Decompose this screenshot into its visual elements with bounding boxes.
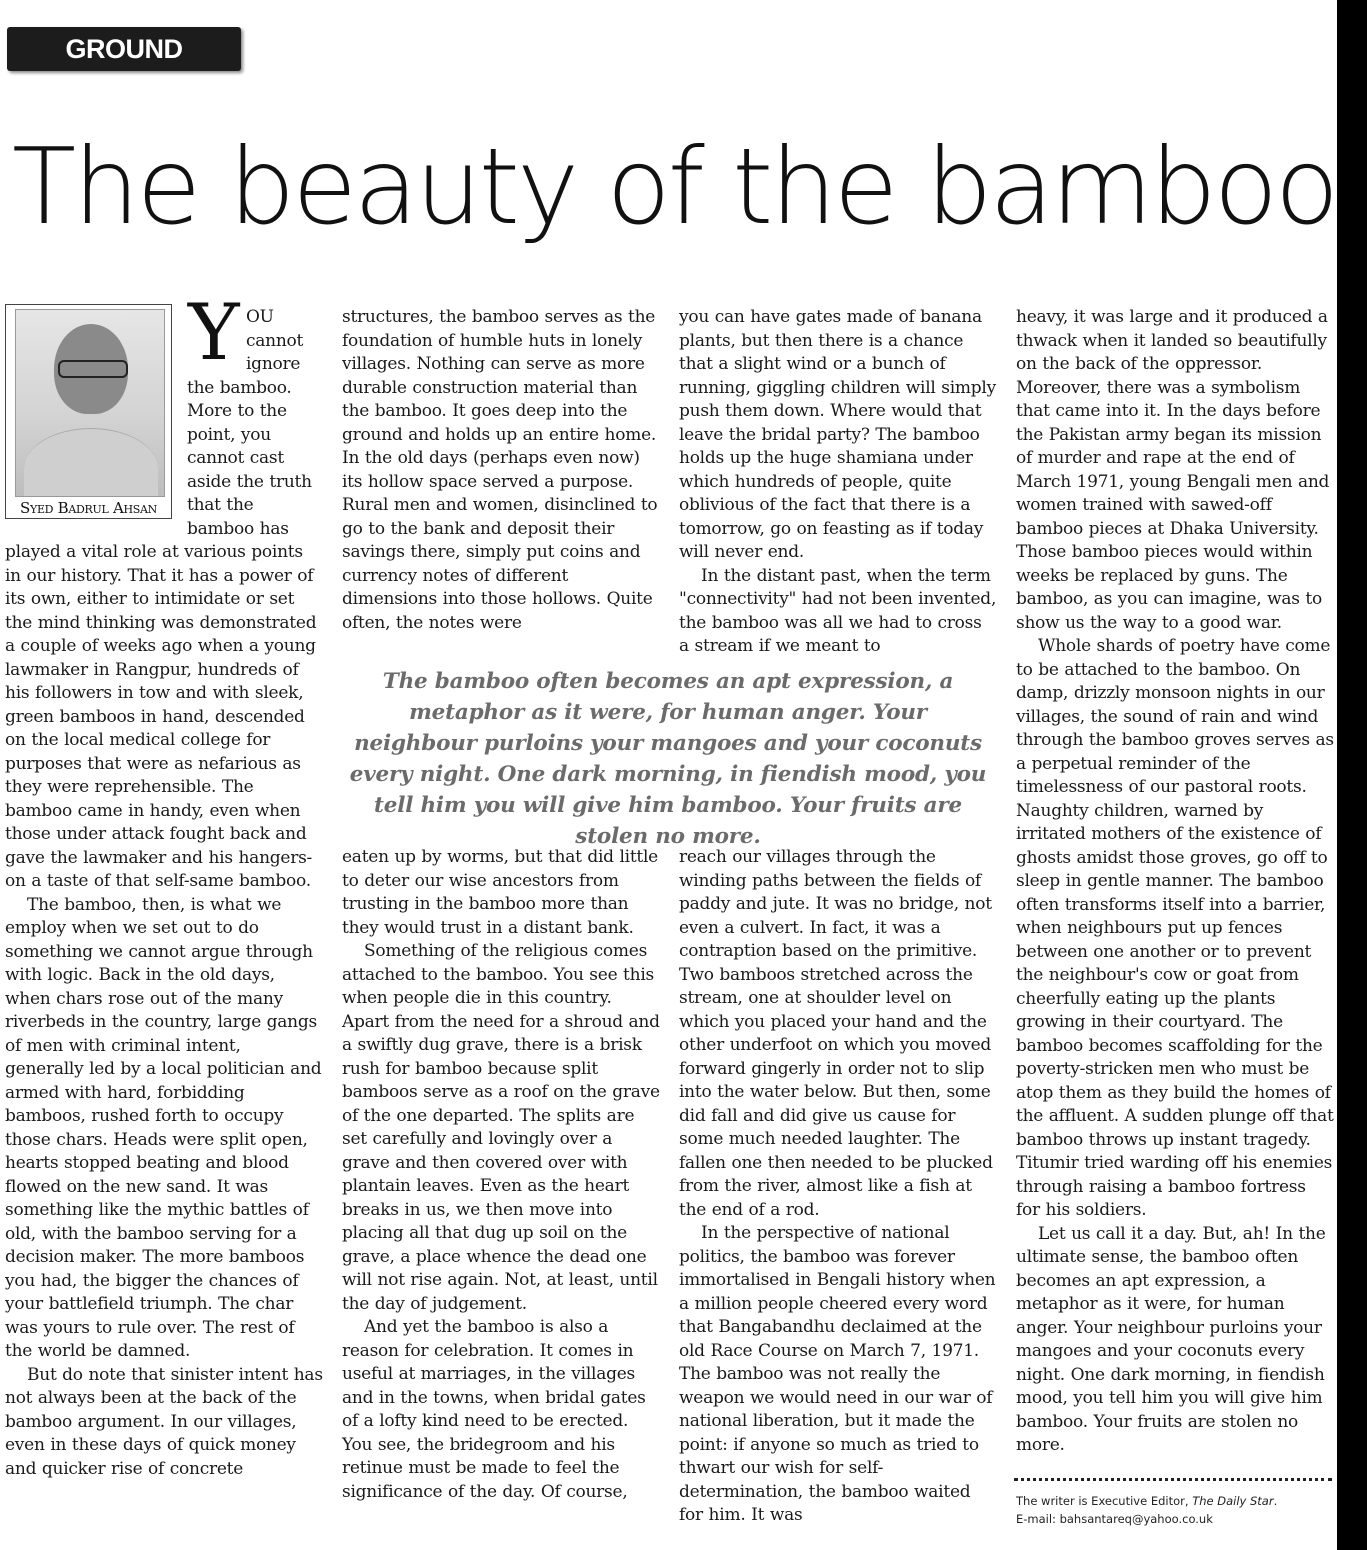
paragraph: structures, the bamboo serves as the foundation of humble huts in lonely villages. Nothing can serve as more durable construction material than the bamboo. It goes deep into the ground and holds up an entire home. In the old days (perhaps even now) its hollow space served a purpose. Rural men and women, disinclined to go to the bank and deposit their savings there, simply put coins and currency notes of different dimensions into those hollows. Quite often, the notes were <box>342 307 658 633</box>
paragraph: played a vital role at various points in our history. That it has a power of its own, either to intimidate or set the mind thinking was demonstrated a couple of weeks ago when a young lawmaker in Rangpur, hundreds of his followers in tow and with sleek, green bamboos in hand, descended on the local medical college for purposes that were as nefarious as they were reprehensible. The bamboo came in handy, even when those under attack fought back and gave the lawmaker and his hangers-on a taste of that self-same bamboo. <box>5 542 317 891</box>
column-1 <box>5 541 323 1481</box>
paragraph: eaten up by worms, but that did little to deter our wise ancestors from trusting in the bamboo more than they would trust in a distant bank. <box>342 847 658 938</box>
intro-line: cannot <box>246 330 304 351</box>
paragraph: reach our villages through the winding paths between the fields of paddy and jute. It was no bridge, not even a culvert. In fact, it was a contraption based on the primitive. Two bamboos stretched across the stream, one at shoulder level on which you placed your hand and the other underfoot on which you moved forward gingerly in order not to slip into the water below. But then, some did fall and did give us cause for some much needed laughter. The fallen one then needed to be plucked from the river, almost like a fish at the end of a rod. <box>679 847 993 1220</box>
pull-quote: The bamboo often becomes an apt expression, a metaphor as it were, for human anger. Your neighbour purloins your mangoes and your coconuts every night. One dark morning, in fiendish mood, you tell him you will give him bamboo. Your fruits are stolen no more. <box>349 669 987 849</box>
intro-lines <box>187 306 327 541</box>
intro-line: that the <box>187 495 254 515</box>
column-2-top <box>342 306 660 635</box>
paragraph: Whole shards of poetry have come to be attached to the bamboo. On damp, drizzly monsoon nights in our villages, the sound of rain and wind through the bamboo groves serves as a perpetual reminder of the timelessness of our pastoral roots. Naughty children, warned by irritated mothers of the existence of ghosts amidst those groves, go off to sleep in gentle manner. The bamboo often transforms itself into a barrier, when neighbours put up fences between one another or to prevent the neighbour's cow or goat from cheerfully eating up the plants growing in their courtyard. The bamboo becomes scaffolding for the poverty-stricken men who must be atop them as they build the homes of the affluent. A sudden plunge off that bamboo throws up instant tragedy. Titumir tried warding off his enemies through raising a bamboo fortress for his soldiers. <box>1016 636 1334 1220</box>
column-4 <box>1016 306 1334 1458</box>
intro-line: cannot cast <box>187 448 284 468</box>
column-2-bottom <box>342 846 660 1504</box>
intro-line: More to the <box>187 401 287 421</box>
intro-line: bamboo has <box>187 518 289 539</box>
footer-divider <box>1014 1478 1332 1481</box>
publication-name: The Daily Star <box>1192 1494 1274 1508</box>
paragraph: And yet the bamboo is also a reason for celebration. It comes in useful at marriages, in the villages and in the towns, when bridal gates of a lofty kind need to be erected. You see, the bridegroom and his retinue must be made to feel the significance of the day. Of course, <box>342 1317 646 1502</box>
paragraph: The bamboo, then, is what we employ when we set out to do something we cannot argue through with logic. Back in the old days, when chars rose out of the many riverbeds in the country, large gangs of men with criminal intent, generally led by a local politician and armed with hard, forbidding bamboos, rushed forth to occupy those chars. Heads were split open, hearts stopped beating and blood flowed on the new sand. It was something like the mythic battles of old, with the bamboo serving for a decision maker. The more bamboos you had, the bigger the chances of your battlefield triumph. The char was yours to rule over. The rest of the world be damned. <box>5 894 322 1361</box>
paragraph: heavy, it was large and it produced a thwack when it landed so beautifully on the back of the oppressor. Moreover, there was a symbolism that came into it. In the days before the Pakistan army began its mission of murder and rape at the end of March 1971, young Bengali men and women trained with sawed-off bamboo pieces at Dhaka University. Those bamboo pieces would within weeks be replaced by guns. The bamboo, as you can imagine, was to show us the way to a good war. <box>1016 307 1330 633</box>
intro-line: point, you <box>187 424 271 445</box>
section-label: GROUND REALITIES <box>7 27 241 71</box>
column-3-top <box>679 306 997 659</box>
drop-cap: Y <box>188 288 240 378</box>
credit-line: The writer is Executive Editor, The Daily Star. <box>1016 1494 1278 1508</box>
author-photo <box>15 309 165 497</box>
article-headline: The beauty of the bamboo <box>12 126 1337 248</box>
intro-line: ignore <box>246 354 301 374</box>
column-3-bottom <box>679 846 997 1528</box>
page-edge-bar <box>1337 0 1367 1550</box>
paragraph: you can have gates made of banana plants, but then there is a chance that a slight wind or a bunch of running, giggling children will simply push them down. Where would that leave the bridal party? The bamboo holds up the huge shamiana under which hundreds of people, quite oblivious of the fact that there is a tomorrow, go on feasting as if today will never end. <box>679 307 996 562</box>
author-credit <box>1016 1492 1334 1528</box>
glasses-icon <box>58 360 128 378</box>
paragraph: In the perspective of national politics, the bamboo was forever immortalised in Bengali history when a million people cheered every word that Bangabandhu declaimed at the old Race Course on March 7, 1971. The bamboo was not really the weapon we would need in our war of national liberation, but it made the point: if anyone so much as tried to thwart our wish for self-determination, the bamboo waited for him. It was <box>679 1223 996 1525</box>
intro-line: aside the truth <box>187 471 312 492</box>
intro-line: the bamboo. <box>187 377 292 398</box>
author-byline: Syed Badrul Ahsan <box>20 499 157 517</box>
paragraph: But do note that sinister intent has not always been at the back of the bamboo argument. In our villages, even in these days of quick money and quicker rise of concrete <box>5 1364 323 1479</box>
email-line: E-mail: bahsantareq@yahoo.co.uk <box>1016 1512 1213 1526</box>
paragraph: Something of the religious comes attached to the bamboo. You see this when people die in this country. Apart from the need for a shroud and a swiftly dug grave, there is a brisk rush for bamboo because split bamboos serve as a roof on the grave of the one departed. The splits are set carefully and lovingly over a grave and then covered over with plantain leaves. Even as the heart breaks in us, we then move into placing all that dug up soil on the grave, a place whence the dead one will not rise again. Not, at least, until the day of judgement. <box>342 941 660 1314</box>
paragraph: Let us call it a day. But, ah! In the ultimate sense, the bamboo often becomes an apt expression, a metaphor as it were, for human anger. Your neighbour purloins your mangoes and your coconuts every night. One dark morning, in fiendish mood, you tell him you will give him bamboo. Your fruits are stolen no more. <box>1016 1223 1326 1455</box>
intro-line: OU <box>246 307 274 327</box>
paragraph: In the distant past, when the term "connectivity" had not been invented, the bamboo was all we had to cross a stream if we meant to <box>679 565 997 656</box>
author-photo-box <box>5 304 172 519</box>
